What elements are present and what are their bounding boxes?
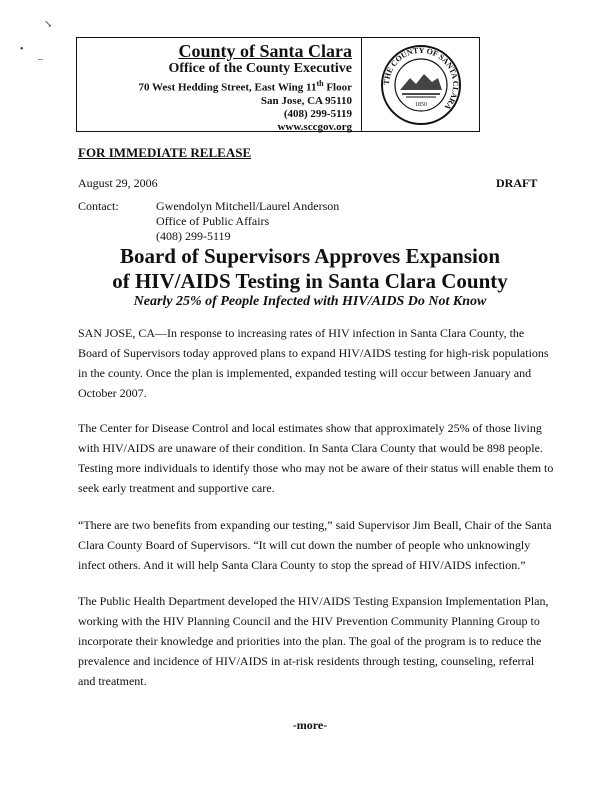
address-street: 70 West Hedding Street, East Wing 11 bbox=[138, 81, 317, 94]
website-line: www.sccgov.org bbox=[277, 120, 352, 133]
letterhead bbox=[76, 37, 480, 132]
seal-year: 1850 bbox=[415, 102, 427, 108]
letterhead-text bbox=[77, 38, 362, 131]
headline bbox=[60, 244, 560, 294]
office-name: Office of the County Executive bbox=[168, 61, 352, 76]
headline-line-1: Board of Supervisors Approves Expansion bbox=[119, 244, 501, 268]
county-seal-icon bbox=[380, 44, 462, 126]
contact-phone: (408) 299-5119 bbox=[156, 229, 231, 243]
contact-block bbox=[156, 199, 339, 244]
more-indicator: -more- bbox=[292, 718, 328, 732]
release-label: FOR IMMEDIATE RELEASE bbox=[78, 145, 252, 160]
seal-text: THE COUNTY OF SANTA CLARA bbox=[381, 45, 461, 112]
address-line bbox=[77, 77, 352, 95]
subheadline: Nearly 25% of People Infected with HIV/AIDS Do Not Know bbox=[133, 294, 487, 309]
draft-label: DRAFT bbox=[496, 176, 538, 190]
release-date: August 29, 2006 bbox=[78, 176, 158, 190]
contact-name: Gwendolyn Mitchell/Laurel Anderson bbox=[156, 199, 340, 213]
county-name: County of Santa Clara bbox=[178, 41, 352, 61]
headline-line-2: of HIV/AIDS Testing in Santa Clara County bbox=[112, 269, 508, 293]
body-paragraph-1: SAN JOSE, CA—In response to increasing rates of HIV infection in Santa Clara County, the Board of Supervisors today approved plans to expand HIV/AIDS testing for high-risk populations in the county. Once the plan is implemented, expanded testing will occur between January and October 2007. bbox=[78, 326, 549, 400]
body-paragraph-4: The Public Health Department developed the HIV/AIDS Testing Expansion Implementation Plan, working with the HIV Planning Council and the HIV Prevention Community Planning Group to incorporate their knowledge and priorities into the plan. The goal of the program is to reduce the prevalence and incidence of HIV/AIDS in at-risk residents through testing, counseling, referral and treatment. bbox=[78, 594, 549, 688]
seal-mountains bbox=[400, 74, 442, 90]
phone-line: (408) 299-5119 bbox=[283, 107, 352, 120]
scan-mark: • bbox=[20, 44, 24, 55]
address-floor: Floor bbox=[323, 81, 352, 94]
contact-office: Office of Public Affairs bbox=[156, 214, 270, 228]
scan-mark: ↘ bbox=[44, 19, 53, 30]
contact-label: Contact: bbox=[78, 199, 119, 213]
address-sup: th bbox=[316, 79, 324, 88]
scan-mark: ‒ bbox=[38, 54, 43, 65]
city-line: San Jose, CA 95110 bbox=[260, 94, 352, 107]
body-paragraph-3: “There are two benefits from expanding our testing,” said Supervisor Jim Beall, Chair of the Santa Clara County Board of Supervisors. “It will cut down the number of people who unknowingly infect others. And it will help Santa Clara County to stop the spread of HIV/AIDS infection.” bbox=[78, 518, 552, 572]
seal-box bbox=[362, 38, 479, 131]
body-paragraph-2: The Center for Disease Control and local estimates show that approximately 25% of those living with HIV/AIDS are unaware of their condition. In Santa Clara County that would be 898 people. Testing more individuals to identify those who may not be aware of their status will enable them to seek early treatment and supportive care. bbox=[78, 421, 554, 495]
